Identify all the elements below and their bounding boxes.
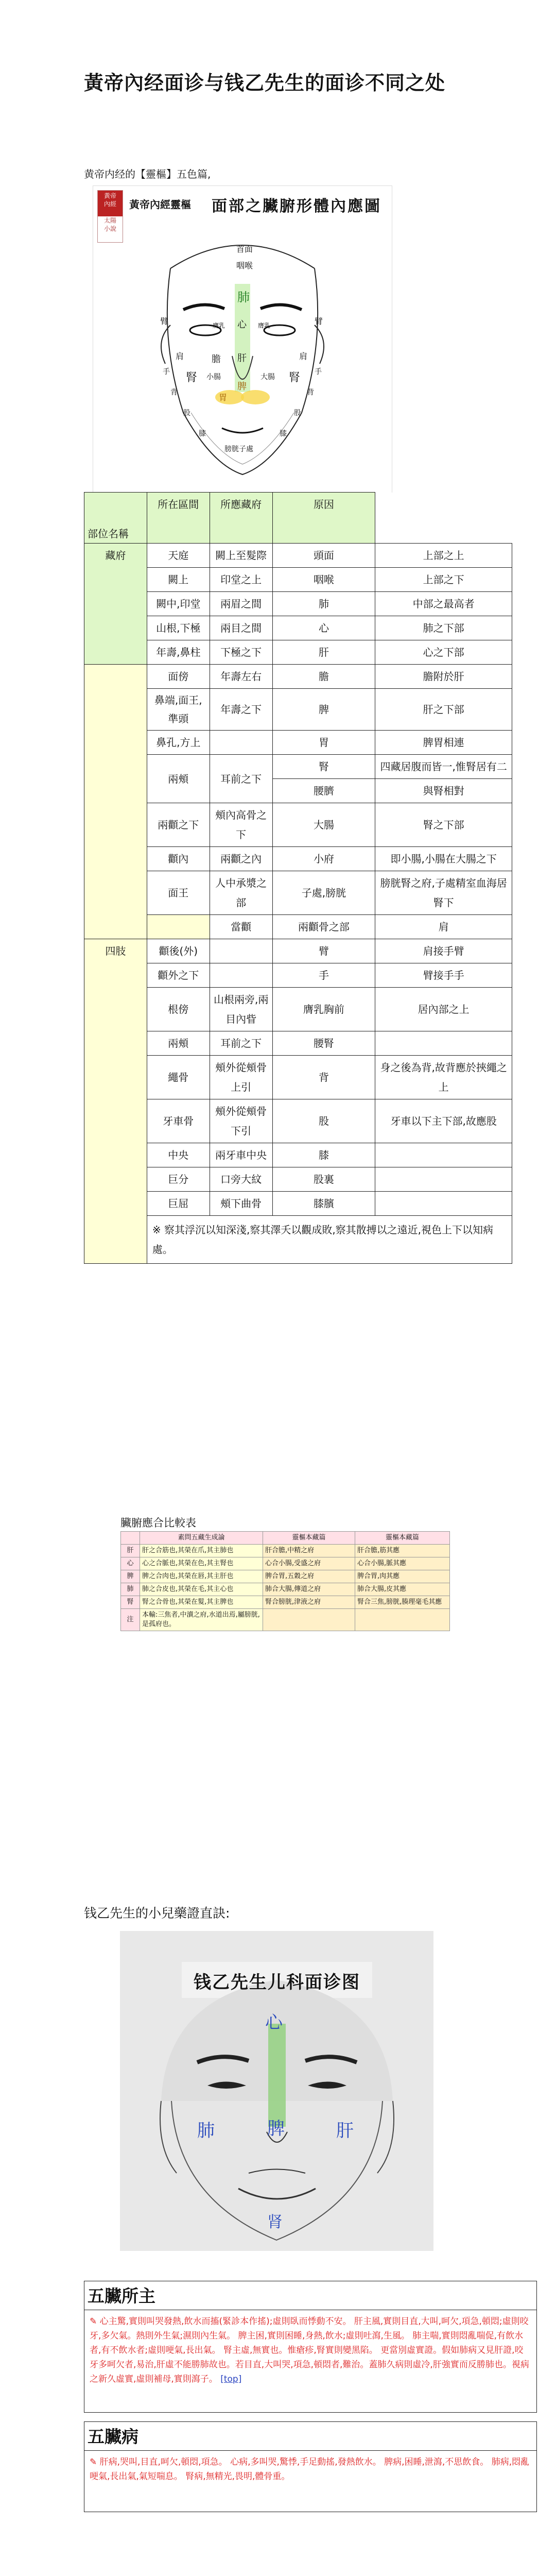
table-cell: 臂接手手 — [375, 963, 512, 988]
wuzang-zhu-text: 心主驚,實則叫哭發熱,飲水而搐(緊診本作搖);虛則臥而悸動不安。 肝主風,實則目直,大叫,呵欠,項急,頓悶;虛則咬牙,多欠氣。熱則外生氣;濕則內生氣。 脾主困,實則困睡,身熱,飲水;虛則吐瀉,生風。 肺主喘,實則悶亂喘促,有飲水者,有不飲水者;虛則哽氣,長出氣。 腎主虛,無實也。惟瘡疹,腎實則變黑陷。 更當別虛實證。假如肺病又見肝證,咬牙多呵欠者,易治,肝虛不能勝肺故也。若目直,大叫哭,項急,頓悶者,難治。蓋肺久病則虛冷,肝強實而反勝肺也。視病之新久虛實,虛則補母,實則瀉子。 — [90, 2316, 529, 2384]
figure-header-small: 黃帝內經靈樞 — [129, 198, 191, 211]
qianyi-label-liver: 肝 — [336, 2121, 354, 2141]
table-cell: 胃 — [272, 731, 375, 755]
compare-cell: 肺之合皮也,其榮在毛,其主心也 — [140, 1583, 263, 1596]
label-spleen: 脾 — [237, 381, 247, 392]
qianyi-figure-header: 钱乙先生儿科面诊图 — [194, 1972, 360, 1993]
compare-header — [121, 1532, 140, 1545]
wuzang-bing-body — [84, 2450, 537, 2512]
table-cell: 脾 — [272, 689, 375, 731]
table-cell: 中央 — [147, 1143, 210, 1167]
table-cell — [375, 1167, 512, 1192]
table-cell: 巨屈 — [147, 1192, 210, 1216]
table-cell — [210, 731, 272, 755]
label-liver: 肝 — [237, 353, 247, 364]
table-cell: 手 — [272, 963, 375, 988]
table-cell: 鼻孔,方上 — [147, 731, 210, 755]
compare-header: 靈樞本藏篇 — [355, 1532, 450, 1545]
table-cell: 脾胃相連 — [375, 731, 512, 755]
table-cell: 小府 — [272, 847, 375, 871]
table-cell: 背 — [272, 1056, 375, 1099]
table-cell: 兩頰 — [147, 1031, 210, 1056]
label-back-left: 背 — [170, 388, 178, 397]
table-cell: 牙車以下主下部,故應股 — [375, 1099, 512, 1143]
table-cell: 肝之下部 — [375, 689, 512, 731]
table-cell: 股裏 — [272, 1167, 375, 1192]
table-cell: 膽 — [272, 665, 375, 689]
label-knee-left: 膝 — [199, 430, 206, 438]
header-organ: 所應藏府 — [210, 493, 272, 544]
label-chest-left: 膺乳 — [213, 322, 225, 329]
table-cell: 腰臍 — [272, 779, 375, 803]
label-hand-left: 手 — [163, 368, 170, 376]
wuzang-zhu-body — [84, 2310, 537, 2413]
compare-cell: 腎之合骨也,其榮在髮,其主脾也 — [140, 1596, 263, 1609]
table-cell: 臂 — [272, 939, 375, 963]
table-cell: 腰腎 — [272, 1031, 375, 1056]
label-stomach: 胃 — [219, 393, 228, 402]
label-chest-right: 膺乳 — [258, 322, 271, 329]
wuzang-zhu-title: 五臟所主 — [84, 2281, 537, 2310]
figure-header-big: 面部之臟腑形體內應圖 — [212, 197, 381, 215]
table-cell: 牙車骨 — [147, 1099, 210, 1143]
header-reason: 原因 — [272, 493, 375, 544]
table-cell: 下極之下 — [210, 640, 272, 665]
label-kidney-right: 腎 — [289, 371, 301, 384]
compare-cell: 腎 — [121, 1596, 140, 1609]
label-top: 首面 — [236, 244, 253, 254]
table-cell: 即小腸,小腸在大腸之下 — [375, 847, 512, 871]
table-cell: 膝臏 — [272, 1192, 375, 1216]
compare-cell: 心合小腸,受盛之府 — [263, 1557, 355, 1570]
qianyi-label-lung: 肺 — [197, 2121, 215, 2141]
compare-cell — [263, 1609, 355, 1631]
label-bladder: 膀胱子處 — [224, 445, 253, 453]
table-cell: 兩顴之內 — [210, 847, 272, 871]
group-limb: 四肢 — [84, 939, 147, 1264]
label-large-intestine: 大腸 — [260, 373, 275, 381]
label-kidney-left: 腎 — [186, 371, 198, 384]
table-cell: 年壽,鼻柱 — [147, 640, 210, 665]
label-heart: 心 — [237, 319, 247, 330]
group-zang: 藏府 — [84, 544, 147, 665]
table-cell: 頰外從頰骨上引 — [210, 1056, 272, 1099]
compare-cell: 肝之合筋也,其榮在爪,其主肺也 — [140, 1545, 263, 1557]
table-cell: 面傍 — [147, 665, 210, 689]
table-cell: 闕上 — [147, 568, 210, 592]
table-cell: 兩頰 — [147, 755, 210, 803]
compare-header: 靈樞本藏篇 — [263, 1532, 355, 1545]
table-cell: 耳前之下 — [210, 1031, 272, 1056]
table-cell: 膝 — [272, 1143, 375, 1167]
compare-cell — [355, 1609, 450, 1631]
table-cell: 中部之最高者 — [375, 592, 512, 616]
label-gallbladder: 膽 — [212, 354, 221, 365]
compare-cell: 脾之合肉也,其榮在唇,其主肝也 — [140, 1570, 263, 1583]
compare-cell: 肝 — [121, 1545, 140, 1557]
table-cell: 口旁大紋 — [210, 1167, 272, 1192]
table-cell: 心 — [272, 616, 375, 640]
qianyi-label-spleen: 脾 — [267, 2119, 285, 2139]
table-cell: 年壽之下 — [210, 689, 272, 731]
qianyi-face-figure — [120, 1931, 433, 2251]
table-cell: 闕上至髮際 — [210, 544, 272, 568]
table-note: ※ 察其浮沉以知深淺,察其澤夭以觀成敗,察其散搏以之遠近,視色上下以知病處。 — [147, 1216, 512, 1264]
group-fu-spacer — [84, 665, 147, 939]
table-cell — [210, 963, 272, 988]
table-cell: 肩 — [375, 915, 512, 939]
compare-cell: 脾合胃,五穀之府 — [263, 1570, 355, 1583]
label-back-right: 背 — [307, 388, 314, 397]
table-cell: 顴內 — [147, 847, 210, 871]
label-shoulder-right: 肩 — [299, 351, 308, 361]
label-small-intestine: 小腸 — [206, 373, 221, 381]
pencil-icon: ✎ — [90, 2457, 97, 2467]
table-cell: 顴後(外) — [147, 939, 210, 963]
qianyi-label-kidney: 肾 — [267, 2213, 283, 2231]
table-cell: 大腸 — [272, 803, 375, 847]
back-to-top-link[interactable]: [top] — [220, 2374, 242, 2384]
table-cell: 頰下曲骨 — [210, 1192, 272, 1216]
label-lung: 肺 — [237, 290, 250, 304]
table-cell: 兩眉之間 — [210, 592, 272, 616]
table-cell: 肩接手臂 — [375, 939, 512, 963]
label-knee-right: 膝 — [280, 430, 287, 438]
compare-cell: 肝合膽,中精之府 — [263, 1545, 355, 1557]
table-cell: 腎 — [272, 755, 375, 779]
table-cell — [210, 939, 272, 963]
table-cell: 耳前之下 — [210, 755, 272, 803]
table-cell: 股 — [272, 1099, 375, 1143]
table-cell: 繩骨 — [147, 1056, 210, 1099]
label-thigh-left: 股 — [183, 409, 190, 417]
face-organ-table — [84, 492, 512, 1264]
compare-cell: 脾 — [121, 1570, 140, 1583]
table-cell: 身之後為背,故背應於挾繩之上 — [375, 1056, 512, 1099]
table-cell: 山根,下極 — [147, 616, 210, 640]
table-cell: 子處,膀胱 — [272, 871, 375, 915]
table-cell: 四藏居腹而皆一,惟腎居有二 — [375, 755, 512, 779]
label-thigh-right: 股 — [294, 409, 301, 417]
table-cell: 兩顴骨之部 — [272, 915, 375, 939]
table-cell: 膺乳胸前 — [272, 988, 375, 1031]
table-cell: 上部之上 — [375, 544, 512, 568]
table-cell: 肺之下部 — [375, 616, 512, 640]
table-cell: 兩牙車中央 — [210, 1143, 272, 1167]
compare-cell: 本輸:三焦者,中瀆之府,水道出焉,屬膀胱,是孤府也。 — [140, 1609, 263, 1631]
table-cell: 膀胱腎之府,子處精室血海居腎下 — [375, 871, 512, 915]
table-cell — [375, 1192, 512, 1216]
qianyi-label-heart: 心 — [265, 2012, 283, 2033]
table-cell: 肺 — [272, 592, 375, 616]
compare-table — [120, 1531, 450, 1631]
table-cell: 鼻端,面王,準頭 — [147, 689, 210, 731]
table-cell: 頭面 — [272, 544, 375, 568]
header-zone: 所在區間 — [147, 493, 210, 544]
table-cell: 巨分 — [147, 1167, 210, 1192]
pencil-icon: ✎ — [90, 2316, 97, 2327]
compare-cell: 肝合膽,筋其應 — [355, 1545, 450, 1557]
table-cell: 當顴 — [210, 915, 272, 939]
compare-cell: 肺合大腸,傳道之府 — [263, 1583, 355, 1596]
table-cell: 山根兩旁,兩目內眥 — [210, 988, 272, 1031]
label-shoulder-left: 肩 — [176, 351, 184, 361]
compare-cell: 肺合大腸,皮其應 — [355, 1583, 450, 1596]
table-cell: 頰內高骨之下 — [210, 803, 272, 847]
table-cell: 上部之下 — [375, 568, 512, 592]
table-cell: 兩目之間 — [210, 616, 272, 640]
section-qianyi-title: 钱乙先生的小兒藥證直訣: — [84, 1906, 230, 1921]
table-cell: 人中承漿之部 — [210, 871, 272, 915]
compare-cell: 腎合三焦,膀胱,腠理毫毛其應 — [355, 1596, 450, 1609]
book-badge: 黃帝 內經 太陽 小說 — [97, 190, 123, 243]
table-cell — [375, 1031, 512, 1056]
compare-cell: 心之合脈也,其榮在色,其主腎也 — [140, 1557, 263, 1570]
wuzang-bing-text: 肝病,哭叫,目直,呵欠,頓悶,項急。 心病,多叫哭,驚悸,手足動搖,發熱飲水。 脾病,困睡,泄瀉,不思飲食。 肺病,悶亂哽氣,長出氣,氣短喘息。 腎病,無精光,畏明,體骨重。 — [90, 2457, 530, 2482]
compare-cell: 脾合胃,肉其應 — [355, 1570, 450, 1583]
compare-cell: 注 — [121, 1609, 140, 1631]
table-cell: 天庭 — [147, 544, 210, 568]
label-arm-left: 臂 — [160, 316, 169, 326]
table-cell: 腎之下部 — [375, 803, 512, 847]
table-cell: 肝 — [272, 640, 375, 665]
wuzang-bing-title: 五臟病 — [84, 2421, 537, 2450]
table-cell: 心之下部 — [375, 640, 512, 665]
table-cell: 根傍 — [147, 988, 210, 1031]
intro-text: 黄帝内经的【靈樞】五色篇, — [84, 168, 211, 180]
table-cell: 印堂之上 — [210, 568, 272, 592]
table-cell — [375, 1143, 512, 1167]
table-cell: 居內部之上 — [375, 988, 512, 1031]
compare-title: 臟腑應合比較表 — [120, 1517, 196, 1529]
table-cell: 面王 — [147, 871, 210, 915]
compare-cell: 腎合膀胱,津液之府 — [263, 1596, 355, 1609]
compare-header: 素問五藏生成論 — [140, 1532, 263, 1545]
face-diagram-figure — [93, 185, 392, 493]
table-cell: 咽喉 — [272, 568, 375, 592]
table-cell: 頰外從頰骨下引 — [210, 1099, 272, 1143]
label-throat: 咽喉 — [236, 261, 253, 270]
table-cell: 顴外之下 — [147, 963, 210, 988]
label-arm-right: 臂 — [315, 316, 323, 326]
table-cell: 與腎相對 — [375, 779, 512, 803]
label-hand-right: 手 — [315, 368, 322, 376]
table-cell: 膽附於肝 — [375, 665, 512, 689]
table-cell: 闕中,印堂 — [147, 592, 210, 616]
compare-cell: 肺 — [121, 1583, 140, 1596]
header-part-name: 部位名稱 — [84, 493, 147, 544]
compare-cell: 心 — [121, 1557, 140, 1570]
table-cell: 兩顴之下 — [147, 803, 210, 847]
compare-cell: 心合小腸,脈其應 — [355, 1557, 450, 1570]
page-title: 黃帝內经面诊与钱乙先生的面诊不同之处 — [84, 72, 446, 94]
table-cell: 年壽左右 — [210, 665, 272, 689]
